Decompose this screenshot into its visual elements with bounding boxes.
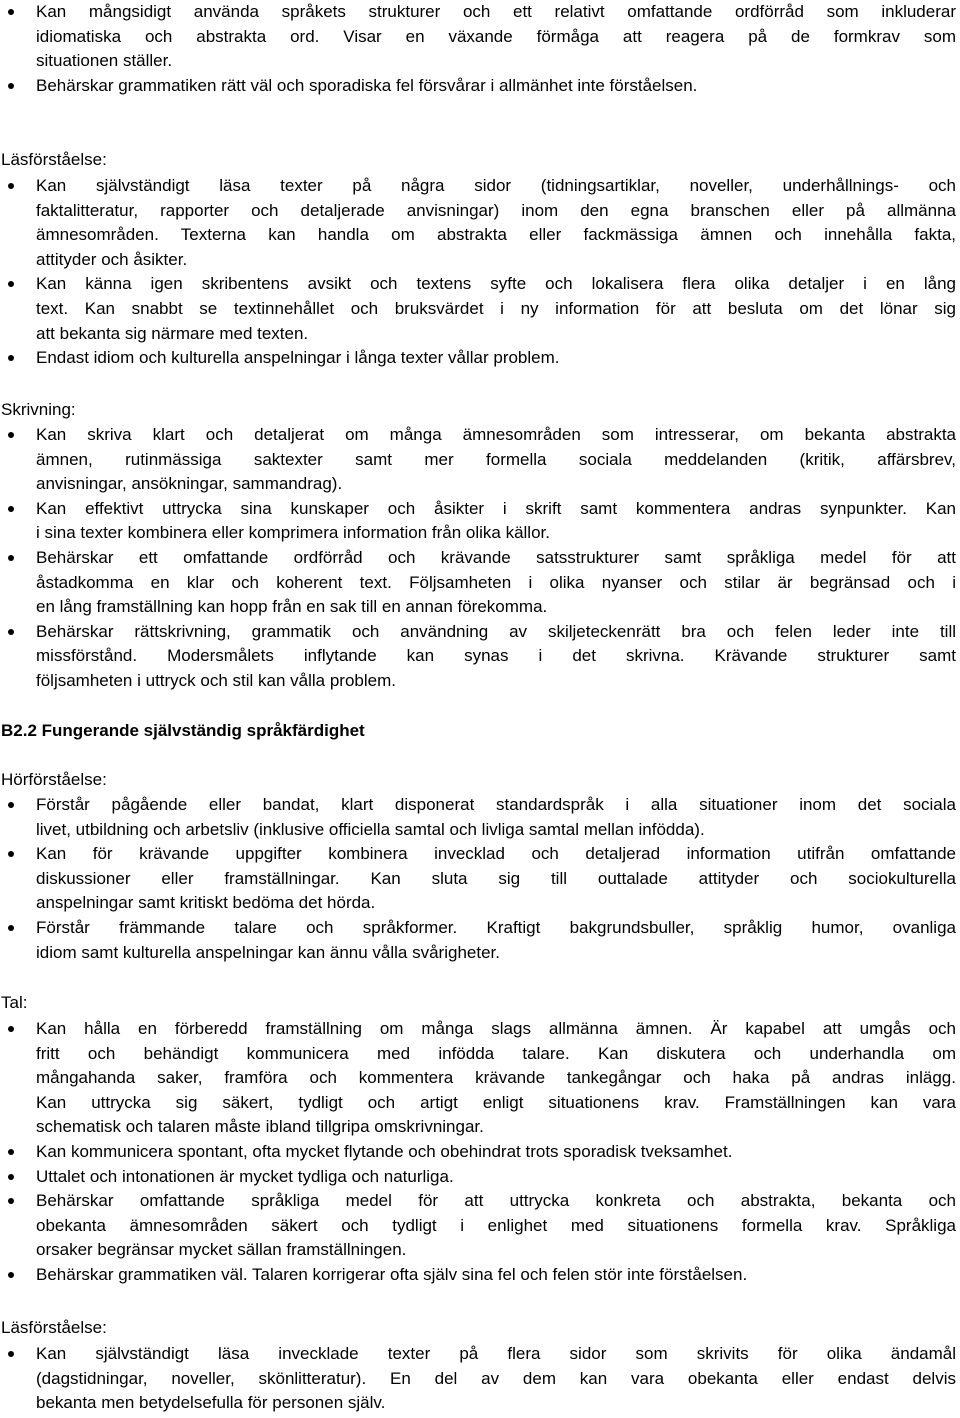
bullet-item xyxy=(0,1342,960,1416)
bullet-dot-icon xyxy=(8,851,14,857)
bullet-text-line: Behärskar grammatiken rätt väl och sporadiska fel försvårar i allmänhet inte förståelsen. xyxy=(36,75,698,95)
bullet-text-line: följsamheten i uttryck och stil kan vålla problem. xyxy=(36,670,396,690)
bullet-text xyxy=(36,74,956,99)
bullet-text-line: Endast idiom och kulturella anspelningar i långa texter vållar problem. xyxy=(36,348,560,368)
bullet-dot-icon xyxy=(8,432,14,438)
bullet-item xyxy=(0,423,960,497)
bullet-text-line: Behärskar omfattande språkliga medel för att uttrycka konkreta och abstrakta, bekanta och xyxy=(36,1191,956,1211)
bullet-dot-icon xyxy=(8,9,14,15)
bullet-dot-icon xyxy=(8,183,14,189)
bullet-dot-icon xyxy=(8,1174,14,1180)
section-heading-tal: Tal: xyxy=(1,993,28,1012)
bullet-text-line: Kan självständigt läsa texter på några sidor (tidningsartiklar, noveller, underhållnings- och xyxy=(36,176,956,195)
horforstaelse-bullet-list xyxy=(0,793,960,965)
bullet-text-line: schematisk och talaren måste ibland tillgripa omskrivningar. xyxy=(36,1117,484,1137)
bullet-text-line: text. Kan snabbt se textinnehållet och bruksvärdet i ny information för att besluta om det lönar sig xyxy=(36,298,956,318)
section-heading-lasforstaelse-1: Läsförståelse: xyxy=(1,150,107,169)
bullet-text xyxy=(36,272,956,346)
lasforstaelse-1-bullet-list xyxy=(0,174,960,371)
bullet-text-line: Uttalet och intonationen är mycket tydliga och naturliga. xyxy=(36,1166,454,1186)
bullet-text xyxy=(36,1140,956,1165)
bullet-text-line: Kan skriva klart och detaljerat om många ämnesområden som intresserar, om bekanta abstrakta xyxy=(36,425,956,444)
bullet-item xyxy=(0,793,960,842)
bullet-text-line: anvisningar, ansökningar, sammandrag). xyxy=(36,474,343,494)
bullet-text-line: ämnesområden. Texterna kan handla om abstrakta eller fackmässiga ämnen och innehålla fakta, xyxy=(36,225,956,245)
bullet-text-line: Kan uttrycka sig säkert, tydligt och artigt enligt situationens krav. Framställningen kan vara xyxy=(36,1092,956,1112)
bullet-item xyxy=(0,916,960,965)
bullet-text-line: bekanta men betydelsefulla för personen själv. xyxy=(36,1393,386,1413)
bullet-text-line: ämnen, rutinmässiga saktexter samt mer formella sociala meddelanden (kritik, affärsbrev, xyxy=(36,449,956,469)
bullet-text xyxy=(36,1189,956,1263)
bullet-item xyxy=(0,0,960,74)
bullet-text xyxy=(36,916,956,965)
bullet-item xyxy=(0,1165,960,1190)
bullet-item xyxy=(0,1140,960,1165)
bullet-text xyxy=(36,620,956,694)
bullet-item xyxy=(0,546,960,620)
bullet-item xyxy=(0,497,960,546)
bullet-dot-icon xyxy=(8,83,14,89)
bullet-dot-icon xyxy=(8,506,14,512)
bullet-text-line: Behärskar grammatiken väl. Talaren korrigerar ofta själv sina fel och felen stör inte förståelsen. xyxy=(36,1264,748,1284)
bullet-text-line: missförstånd. Modersmålets inflytande kan synas i det skrivna. Krävande strukturer samt xyxy=(36,646,956,666)
section-heading-skrivning: Skrivning: xyxy=(1,400,76,419)
bullet-text xyxy=(36,793,956,842)
bullet-text-line: en lång framställning kan hopp från en sak till en annan förekomma. xyxy=(36,597,548,617)
bullet-text-line: att bekanta sig närmare med texten. xyxy=(36,323,309,343)
bullet-text xyxy=(36,842,956,916)
bullet-text-line: faktalitteratur, rapporter och detaljerade anvisningar) inom den egna branschen eller på allmänna xyxy=(36,200,956,220)
bullet-item xyxy=(0,1017,960,1140)
bullet-dot-icon xyxy=(8,1351,14,1357)
bullet-dot-icon xyxy=(8,1198,14,1204)
bullet-text xyxy=(36,1263,956,1288)
bullet-text-line: obekanta ämnesområden säkert och tydligt i enlighet med situationens formella krav. Språkliga xyxy=(36,1215,956,1235)
bullet-text-line: Förstår pågående eller bandat, klart disponerat standardspråk i alla situationer inom det sociala xyxy=(36,795,956,814)
bullet-text xyxy=(36,423,956,497)
section-heading-horforstaelse: Hörförståelse: xyxy=(1,770,107,789)
bullet-text-line: Behärskar rättskrivning, grammatik och användning av skiljeteckenrätt bra och felen leder inte till xyxy=(36,621,956,641)
bullet-text-line: Behärskar ett omfattande ordförråd och krävande satsstrukturer samt språkliga medel för att xyxy=(36,547,956,567)
bullet-text-line: idiomatiska och abstrakta ord. Visar en växande förmåga att reagera på de formkrav som xyxy=(36,26,956,46)
tal-bullet-list xyxy=(0,1017,960,1288)
bullet-text xyxy=(36,174,956,272)
bullet-text-line: orsaker begränsar mycket sällan framställningen. xyxy=(36,1240,407,1260)
bullet-text xyxy=(36,1017,956,1140)
section-heading-lasforstaelse-2: Läsförståelse: xyxy=(1,1318,107,1337)
bullet-text-line: anspelningar samt kritiskt bedöma det hörda. xyxy=(36,893,376,913)
bullet-text-line: livet, utbildning och arbetsliv (inklusive officiella samtal och livliga samtal mellan infödda). xyxy=(36,819,705,839)
bullet-text-line: situationen ställer. xyxy=(36,51,173,71)
bullet-text-line: (dagstidningar, noveller, skönlitteratur). En del av dem kan vara obekanta eller endast delvis xyxy=(36,1368,956,1388)
bullet-item xyxy=(0,272,960,346)
bullet-dot-icon xyxy=(8,1149,14,1155)
bullet-dot-icon xyxy=(8,629,14,635)
bullet-dot-icon xyxy=(8,355,14,361)
bullet-text-line: Kan effektivt uttrycka sina kunskaper och åsikter i skrift samt kommentera andras synpunkter. Kan xyxy=(36,498,956,518)
bullet-text-line: Kan kommunicera spontant, ofta mycket flytande och obehindrat trots sporadisk tveksamhet. xyxy=(36,1141,733,1161)
bullet-text-line: attityder och åsikter. xyxy=(36,249,188,269)
bullet-text-line: Kan självständigt läsa invecklade texter på flera sidor som skrivits för olika ändamål xyxy=(36,1344,956,1363)
bullet-text xyxy=(36,1342,956,1416)
bullet-text-line: mångahanda saker, framföra och kommentera krävande tankegångar och haka på andras inlägg. xyxy=(36,1068,956,1088)
bullet-dot-icon xyxy=(8,555,14,561)
bullet-text xyxy=(36,1165,956,1190)
bullet-text xyxy=(36,346,956,371)
bullet-item xyxy=(0,620,960,694)
bullet-dot-icon xyxy=(8,1272,14,1278)
bullet-text-line: Kan hålla en förberedd framställning om många slags allmänna ämnen. Är kapabel att umgås och xyxy=(36,1019,956,1038)
bullet-item xyxy=(0,1189,960,1263)
bullet-text-line: åstadkomma en klar och koherent text. Följsamheten i olika nyanser och stilar är begränsad och i xyxy=(36,572,956,592)
bullet-item xyxy=(0,1263,960,1288)
bullet-text-line: idiom samt kulturella anspelningar kan ännu vålla svårigheter. xyxy=(36,942,500,962)
bullet-dot-icon xyxy=(8,1026,14,1032)
bullet-item xyxy=(0,842,960,916)
bullet-item xyxy=(0,174,960,272)
bullet-dot-icon xyxy=(8,802,14,808)
bullet-text-line: Kan för krävande uppgifter kombinera invecklad och detaljerad information utifrån omfattande xyxy=(36,844,956,864)
bullet-text-line: fritt och behändigt kommunicera med infödda talare. Kan diskutera och underhandla om xyxy=(36,1043,956,1063)
bullet-text xyxy=(36,546,956,620)
level-title-b22: B2.2 Fungerande självständig språkfärdighet xyxy=(1,721,365,740)
bullet-text-line: i sina texter kombinera eller komprimera information från olika källor. xyxy=(36,523,550,543)
bullet-text-line: Kan känna igen skribentens avsikt och textens syfte och lokalisera flera olika detaljer i en lång xyxy=(36,274,956,294)
bullet-item xyxy=(0,74,960,99)
skrivning-bullet-list xyxy=(0,423,960,694)
bullet-dot-icon xyxy=(8,925,14,931)
top-bullet-list xyxy=(0,0,960,98)
bullet-item xyxy=(0,346,960,371)
lasforstaelse-2-bullet-list xyxy=(0,1342,960,1416)
bullet-text-line: diskussioner eller framställningar. Kan sluta sig till outtalade attityder och sociokulturella xyxy=(36,868,956,888)
bullet-text-line: Kan mångsidigt använda språkets strukturer och ett relativt omfattande ordförråd som inkluderar xyxy=(36,2,956,21)
bullet-text xyxy=(36,0,956,74)
bullet-text xyxy=(36,497,956,546)
bullet-text-line: Förstår främmande talare och språkformer. Kraftigt bakgrundsbuller, språklig humor, ovanliga xyxy=(36,917,956,937)
bullet-dot-icon xyxy=(8,281,14,287)
